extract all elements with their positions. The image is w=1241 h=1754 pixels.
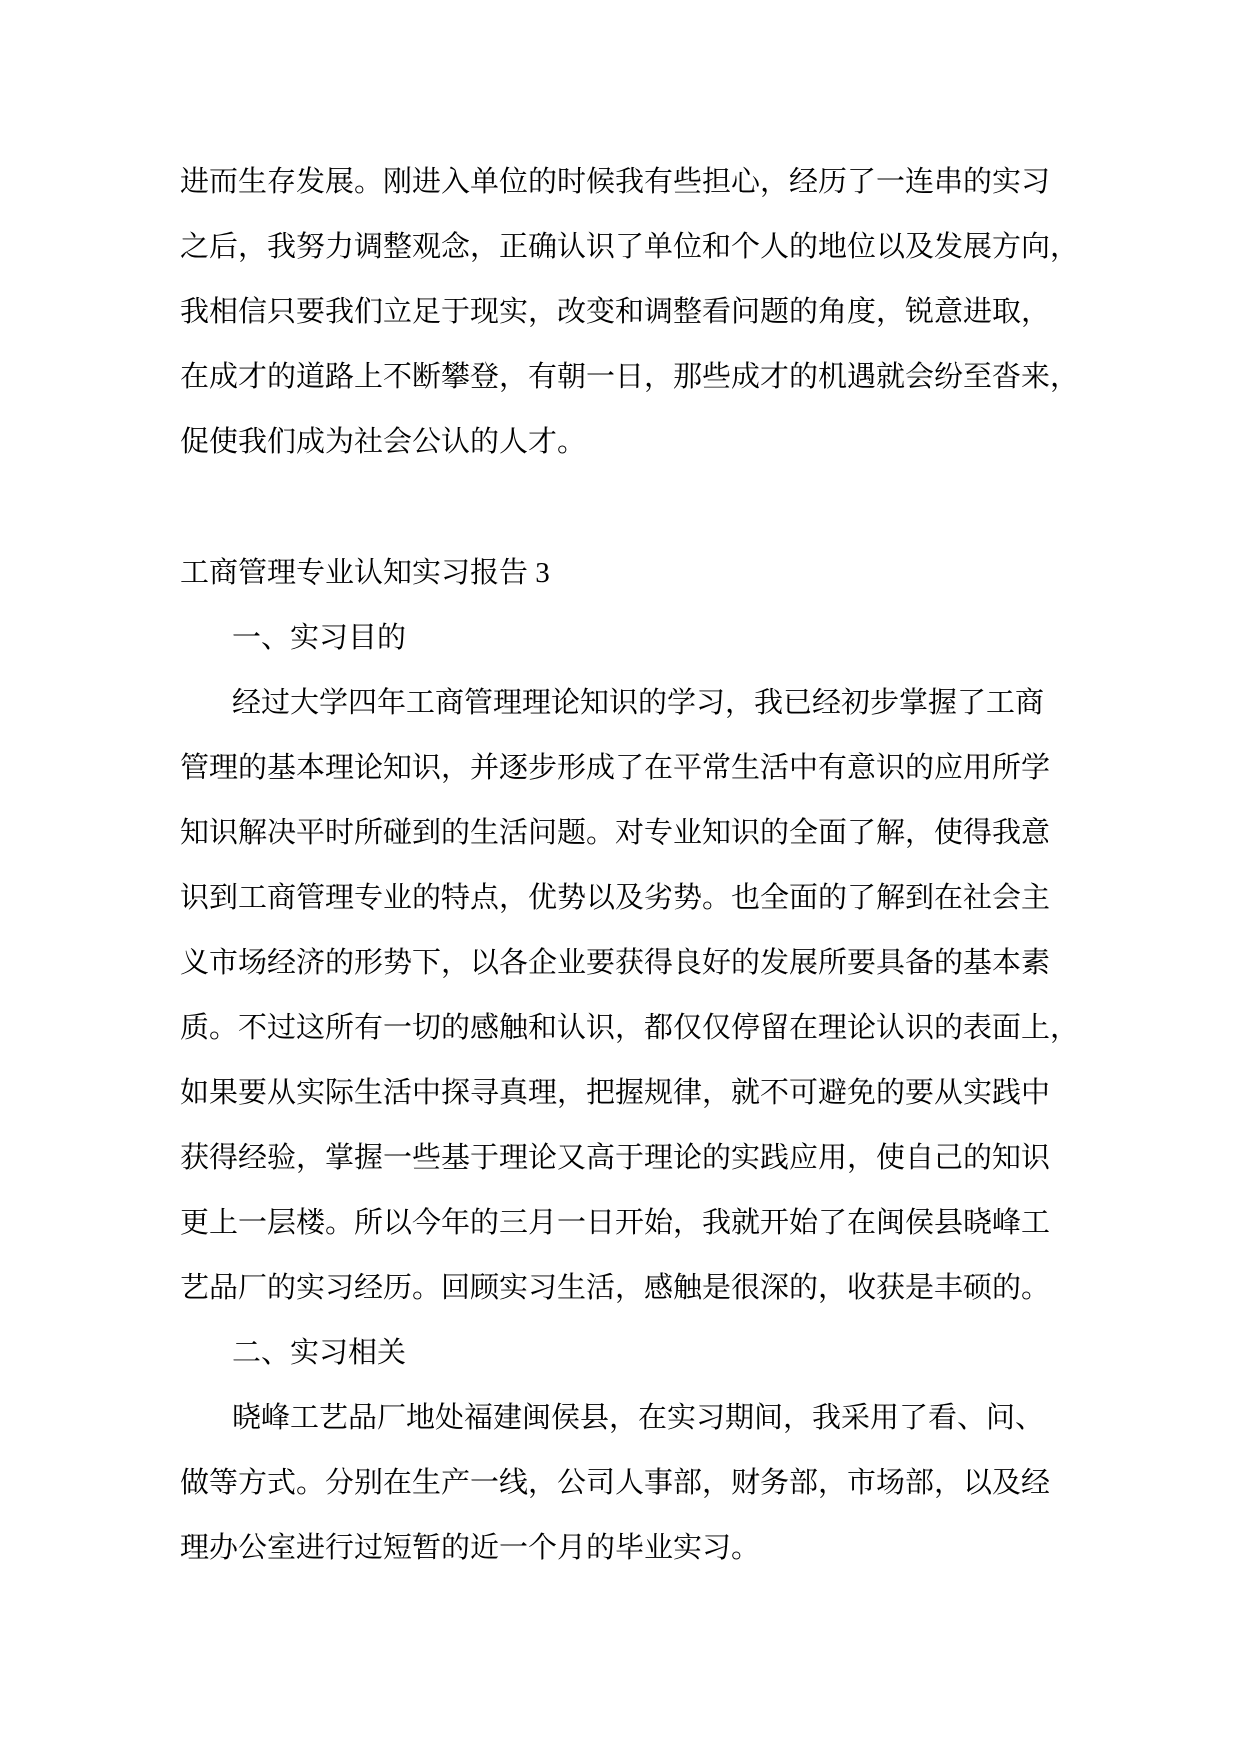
section-heading-1: 一、实习目的 xyxy=(232,622,407,654)
paragraph-line: 获得经验，掌握一些基于理论又高于理论的实践应用，使自己的知识 xyxy=(180,1142,1051,1174)
paragraph-line: 管理的基本理论知识，并逐步形成了在平常生活中有意识的应用所学 xyxy=(180,752,1051,784)
paragraph-line: 在成才的道路上不断攀登，有朝一日，那些成才的机遇就会纷至沓来， xyxy=(180,361,1080,393)
paragraph-line: 促使我们成为社会公认的人才。 xyxy=(180,426,587,458)
paragraph-line: 我相信只要我们立足于现实，改变和调整看问题的角度，锐意进取， xyxy=(180,296,1051,328)
paragraph-line: 知识解决平时所碰到的生活问题。对专业知识的全面了解，使得我意 xyxy=(180,817,1051,849)
paragraph-line: 之后，我努力调整观念，正确认识了单位和个人的地位以及发展方向， xyxy=(180,231,1080,263)
paragraph-line: 经过大学四年工商管理理论知识的学习，我已经初步掌握了工商 xyxy=(232,687,1045,719)
paragraph-line: 义市场经济的形势下，以各企业要获得良好的发展所要具备的基本素 xyxy=(180,947,1051,979)
paragraph-line: 做等方式。分别在生产一线，公司人事部，财务部，市场部，以及经 xyxy=(180,1467,1051,1499)
section-heading-2: 二、实习相关 xyxy=(232,1337,407,1369)
paragraph-line: 如果要从实际生活中探寻真理，把握规律，就不可避免的要从实践中 xyxy=(180,1077,1051,1109)
report-title: 工商管理专业认知实习报告 3 xyxy=(180,557,550,589)
paragraph-line: 识到工商管理专业的特点，优势以及劣势。也全面的了解到在社会主 xyxy=(180,882,1051,914)
paragraph-line: 进而生存发展。刚进入单位的时候我有些担心，经历了一连串的实习 xyxy=(180,166,1051,198)
paragraph-line: 晓峰工艺品厂地处福建闽侯县，在实习期间，我采用了看、问、 xyxy=(232,1402,1045,1434)
text-block xyxy=(180,150,1080,1581)
paragraph-line: 艺品厂的实习经历。回顾实习生活，感触是很深的，收获是丰硕的。 xyxy=(180,1272,1051,1304)
paragraph-line: 更上一层楼。所以今年的三月一日开始，我就开始了在闽侯县晓峰工 xyxy=(180,1207,1051,1239)
paragraph-line: 质。不过这所有一切的感触和认识，都仅仅停留在理论认识的表面上， xyxy=(180,1012,1080,1044)
paragraph-line: 理办公室进行过短暂的近一个月的毕业实习。 xyxy=(180,1532,761,1564)
